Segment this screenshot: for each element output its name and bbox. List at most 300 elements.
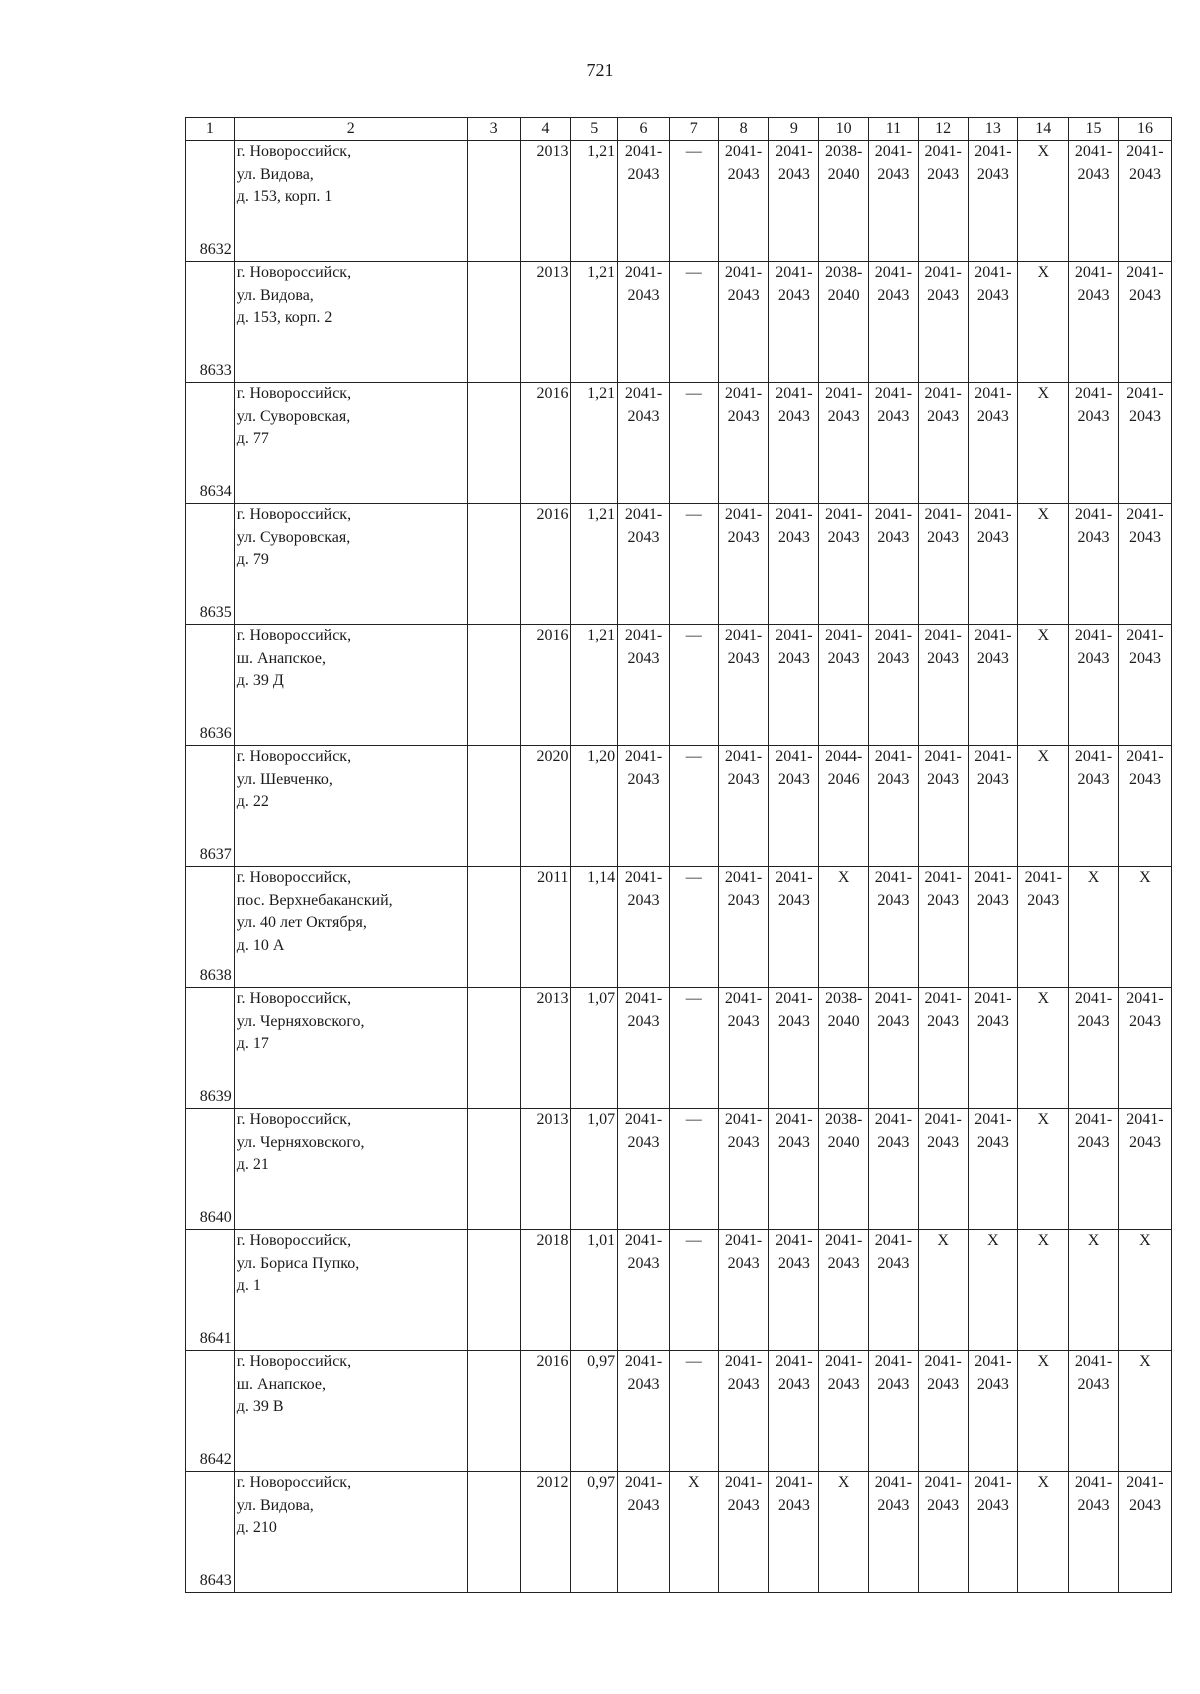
cell-col-14: Х — [1018, 1472, 1069, 1593]
cell-col-9 — [769, 141, 819, 262]
cell-col-14: Х — [1018, 1109, 1069, 1230]
cell-value-line: 2041- — [924, 869, 962, 887]
cell-value-line: 2041- — [874, 1474, 913, 1492]
cell-value-line: 2041- — [1126, 506, 1164, 524]
cell-col-11 — [869, 262, 919, 383]
cell-col-7: — — [669, 504, 718, 625]
cell-value-line: 2043 — [827, 528, 860, 546]
cell-col-15 — [1069, 625, 1119, 746]
cell-value-line: 2043 — [927, 891, 960, 909]
cell-col-6 — [618, 867, 670, 988]
table-row — [186, 141, 1172, 262]
cell-col-7: — — [669, 141, 718, 262]
cell-value-line: 2041- — [1126, 143, 1164, 161]
cell-col-15 — [1069, 1351, 1119, 1472]
cell-value-line: 2043 — [727, 891, 760, 909]
cell-value-line: 2043 — [1128, 407, 1161, 425]
cell-col-6 — [618, 1109, 670, 1230]
cell-value-line: 2041- — [874, 264, 913, 282]
address-line: ул. Суворовская, — [236, 407, 351, 425]
cell-value-line: 2041- — [724, 264, 763, 282]
cell-col-12 — [918, 262, 968, 383]
cell-col-7: — — [669, 262, 718, 383]
cell-value-line: 2043 — [777, 770, 810, 788]
cell-value-line: 2041- — [624, 143, 663, 161]
cell-col-3 — [467, 1472, 520, 1593]
column-header-3: 3 — [467, 118, 520, 141]
address-line: д. 77 — [236, 430, 269, 448]
cell-col-5: 1,20 — [571, 746, 618, 867]
cell-col-5: 0,97 — [571, 1472, 618, 1593]
cell-value-line: 2041- — [724, 1111, 763, 1129]
cell-value-line: 2043 — [627, 1375, 660, 1393]
cell-col-5: 1,01 — [571, 1230, 618, 1351]
address-cell — [234, 1472, 467, 1593]
address-line: ул. Черняховского, — [236, 1133, 365, 1151]
table-row — [186, 1351, 1172, 1472]
cell-col-11 — [869, 1109, 919, 1230]
cell-col-10 — [819, 1230, 869, 1351]
address-line: ул. Суворовская, — [236, 528, 351, 546]
cell-col-12 — [918, 383, 968, 504]
cell-value-line: 2043 — [927, 1375, 960, 1393]
cell-value-line: 2043 — [877, 1254, 910, 1272]
cell-value-line: 2041- — [624, 1474, 663, 1492]
cell-value-line: 2041- — [775, 264, 813, 282]
column-header-9: 9 — [769, 118, 819, 141]
address-line: д. 39 В — [236, 1398, 284, 1416]
column-header-14: 14 — [1018, 118, 1069, 141]
cell-col-4: 2018 — [520, 1230, 571, 1351]
address-cell — [234, 1109, 467, 1230]
cell-value-line: 2043 — [727, 528, 760, 546]
cell-col-16 — [1118, 141, 1171, 262]
cell-value-line: 2041- — [1126, 1111, 1164, 1129]
cell-value-line: 2041- — [775, 990, 813, 1008]
cell-value-line: 2043 — [777, 1496, 810, 1514]
cell-col-15 — [1069, 988, 1119, 1109]
cell-value-line: 2041- — [775, 1232, 813, 1250]
cell-value-line: 2043 — [627, 1254, 660, 1272]
address-cell — [234, 1230, 467, 1351]
cell-col-5: 1,21 — [571, 262, 618, 383]
cell-col-7: — — [669, 1109, 718, 1230]
cell-value-line: 2041- — [974, 385, 1012, 403]
column-header-15: 15 — [1069, 118, 1119, 141]
cell-value-line: 2043 — [976, 770, 1009, 788]
cell-value-line: 2041- — [1126, 990, 1164, 1008]
cell-col-8 — [718, 746, 769, 867]
cell-value-line: 2043 — [927, 770, 960, 788]
cell-col-8 — [718, 141, 769, 262]
cell-col-11 — [869, 746, 919, 867]
column-header-13: 13 — [968, 118, 1018, 141]
address-line: г. Новороссийск, — [236, 1474, 352, 1492]
address-line: д. 39 Д — [236, 672, 284, 690]
cell-col-11 — [869, 1351, 919, 1472]
cell-col-16: Х — [1118, 1351, 1171, 1472]
column-header-4: 4 — [520, 118, 571, 141]
address-line: д. 1 — [236, 1277, 261, 1295]
cell-col-9 — [769, 746, 819, 867]
cell-col-6 — [618, 1230, 670, 1351]
cell-col-10 — [819, 504, 869, 625]
cell-col-10 — [819, 262, 869, 383]
address-cell — [234, 625, 467, 746]
cell-value-line: 2043 — [976, 891, 1009, 909]
address-line: г. Новороссийск, — [236, 627, 352, 645]
cell-value-line: 2043 — [1077, 1133, 1110, 1151]
cell-value-line: 2043 — [1077, 649, 1110, 667]
address-line: ул. Бориса Пупко, — [236, 1254, 360, 1272]
cell-col-10 — [819, 988, 869, 1109]
cell-value-line: 2043 — [1077, 165, 1110, 183]
cell-value-line: 2041- — [624, 506, 663, 524]
row-number-cell: 8641 — [186, 1230, 235, 1351]
cell-value-line: 2043 — [627, 1012, 660, 1030]
column-header-6: 6 — [618, 118, 670, 141]
cell-value-line: 2043 — [727, 286, 760, 304]
cell-col-11 — [869, 625, 919, 746]
cell-value-line: 2043 — [777, 649, 810, 667]
cell-value-line: 2041- — [874, 748, 913, 766]
column-header-2: 2 — [234, 118, 467, 141]
address-line: ш. Анапское, — [236, 1375, 326, 1393]
cell-value-line: 2041- — [624, 1232, 663, 1250]
cell-value-line: 2038- — [824, 990, 863, 1008]
cell-col-13 — [968, 1109, 1018, 1230]
cell-col-10 — [819, 141, 869, 262]
table-row — [186, 1109, 1172, 1230]
cell-value-line: 2043 — [727, 770, 760, 788]
row-number-cell: 8637 — [186, 746, 235, 867]
address-line: г. Новороссийск, — [236, 143, 352, 161]
cell-col-15 — [1069, 1472, 1119, 1593]
column-header-7: 7 — [669, 118, 718, 141]
cell-value-line: 2041- — [924, 627, 962, 645]
cell-col-12 — [918, 1109, 968, 1230]
cell-col-13 — [968, 988, 1018, 1109]
cell-col-14: Х — [1018, 262, 1069, 383]
cell-col-9 — [769, 383, 819, 504]
cell-value-line: 2043 — [1077, 1375, 1110, 1393]
cell-col-10: Х — [819, 1472, 869, 1593]
cell-col-13 — [968, 746, 1018, 867]
cell-col-12 — [918, 1351, 968, 1472]
cell-col-13: Х — [968, 1230, 1018, 1351]
column-header-12: 12 — [918, 118, 968, 141]
cell-value-line: 2043 — [877, 1133, 910, 1151]
table-row — [186, 262, 1172, 383]
table-row — [186, 504, 1172, 625]
cell-value-line: 2043 — [727, 649, 760, 667]
cell-col-11 — [869, 1472, 919, 1593]
cell-col-3 — [467, 1351, 520, 1472]
cell-value-line: 2043 — [1128, 1133, 1161, 1151]
cell-col-6 — [618, 262, 670, 383]
address-cell — [234, 746, 467, 867]
cell-value-line: 2043 — [1077, 407, 1110, 425]
cell-value-line: 2041- — [1074, 1353, 1113, 1371]
address-line: д. 79 — [236, 551, 269, 569]
cell-col-8 — [718, 625, 769, 746]
cell-value-line: 2043 — [627, 528, 660, 546]
cell-col-3 — [467, 504, 520, 625]
cell-col-5: 0,97 — [571, 1351, 618, 1472]
cell-value-line: 2043 — [777, 407, 810, 425]
cell-value-line: 2041- — [724, 385, 763, 403]
address-line: г. Новороссийск, — [236, 1353, 352, 1371]
cell-col-10 — [819, 1109, 869, 1230]
cell-value-line: 2041- — [924, 506, 962, 524]
row-number-cell: 8643 — [186, 1472, 235, 1593]
cell-col-14: Х — [1018, 504, 1069, 625]
cell-col-4: 2013 — [520, 141, 571, 262]
row-number-cell: 8632 — [186, 141, 235, 262]
cell-value-line: 2043 — [927, 528, 960, 546]
column-header-10: 10 — [819, 118, 869, 141]
column-header-8: 8 — [718, 118, 769, 141]
cell-value-line: 2043 — [777, 1012, 810, 1030]
cell-col-14: Х — [1018, 1230, 1069, 1351]
cell-value-line: 2043 — [1128, 770, 1161, 788]
cell-col-3 — [467, 988, 520, 1109]
cell-col-9 — [769, 625, 819, 746]
cell-col-6 — [618, 141, 670, 262]
cell-value-line: 2041- — [724, 627, 763, 645]
address-line: д. 17 — [236, 1035, 269, 1053]
table-body — [186, 141, 1172, 1593]
cell-col-5: 1,21 — [571, 504, 618, 625]
cell-value-line: 2040 — [827, 165, 860, 183]
cell-value-line: 2043 — [1077, 528, 1110, 546]
cell-value-line: 2043 — [827, 649, 860, 667]
cell-col-13 — [968, 625, 1018, 746]
cell-col-4: 2013 — [520, 262, 571, 383]
cell-value-line: 2043 — [976, 528, 1009, 546]
cell-col-4: 2016 — [520, 504, 571, 625]
cell-value-line: 2041- — [824, 1353, 863, 1371]
cell-col-16 — [1118, 383, 1171, 504]
cell-col-16 — [1118, 262, 1171, 383]
row-number-cell: 8633 — [186, 262, 235, 383]
address-line: г. Новороссийск, — [236, 1111, 352, 1129]
cell-value-line: 2043 — [927, 407, 960, 425]
cell-value-line: 2043 — [627, 1133, 660, 1151]
cell-value-line: 2043 — [877, 528, 910, 546]
address-line: ул. Видова, — [236, 1496, 314, 1514]
cell-col-5: 1,07 — [571, 988, 618, 1109]
cell-value-line: 2041- — [624, 869, 663, 887]
cell-col-3 — [467, 746, 520, 867]
address-line: д. 210 — [236, 1519, 277, 1537]
cell-value-line: 2041- — [974, 1353, 1012, 1371]
cell-value-line: 2041- — [624, 748, 663, 766]
cell-value-line: 2043 — [877, 407, 910, 425]
cell-value-line: 2041- — [1074, 990, 1113, 1008]
cell-value-line: 2041- — [724, 506, 763, 524]
cell-col-8 — [718, 1230, 769, 1351]
cell-value-line: 2041- — [1074, 143, 1113, 161]
cell-col-8 — [718, 1472, 769, 1593]
cell-col-9 — [769, 1351, 819, 1472]
cell-value-line: 2043 — [777, 1133, 810, 1151]
cell-value-line: 2041- — [1074, 627, 1113, 645]
cell-value-line: 2041- — [1126, 264, 1164, 282]
cell-col-14: Х — [1018, 746, 1069, 867]
address-line: ул. Видова, — [236, 165, 314, 183]
cell-col-9 — [769, 262, 819, 383]
cell-value-line: 2041- — [874, 143, 913, 161]
address-cell — [234, 1351, 467, 1472]
cell-col-11 — [869, 504, 919, 625]
address-line: г. Новороссийск, — [236, 1232, 352, 1250]
cell-value-line: 2043 — [627, 770, 660, 788]
cell-col-5: 1,21 — [571, 141, 618, 262]
cell-col-4: 2020 — [520, 746, 571, 867]
cell-col-16 — [1118, 1109, 1171, 1230]
cell-value-line: 2043 — [877, 165, 910, 183]
cell-value-line: 2041- — [724, 1353, 763, 1371]
table-header-row — [186, 118, 1172, 141]
cell-value-line: 2043 — [976, 1496, 1009, 1514]
cell-col-13 — [968, 262, 1018, 383]
cell-col-11 — [869, 867, 919, 988]
cell-value-line: 2041- — [874, 1111, 913, 1129]
cell-col-13 — [968, 141, 1018, 262]
cell-col-8 — [718, 262, 769, 383]
cell-col-12 — [918, 1472, 968, 1593]
cell-value-line: 2038- — [824, 264, 863, 282]
address-line: д. 153, корп. 2 — [236, 309, 333, 327]
cell-col-7: — — [669, 867, 718, 988]
cell-value-line: 2043 — [877, 649, 910, 667]
cell-col-12 — [918, 504, 968, 625]
address-line: пос. Верхнебаканский, — [236, 891, 393, 909]
row-number-cell: 8642 — [186, 1351, 235, 1472]
cell-value-line: 2041- — [874, 1232, 913, 1250]
cell-col-8 — [718, 383, 769, 504]
table-row — [186, 1472, 1172, 1593]
cell-value-line: 2041- — [874, 385, 913, 403]
cell-value-line: 2043 — [627, 649, 660, 667]
cell-col-16 — [1118, 1472, 1171, 1593]
cell-value-line: 2041- — [924, 1111, 962, 1129]
cell-col-3 — [467, 1230, 520, 1351]
cell-col-4: 2012 — [520, 1472, 571, 1593]
cell-col-16: Х — [1118, 1230, 1171, 1351]
cell-value-line: 2041- — [924, 990, 962, 1008]
cell-col-6 — [618, 625, 670, 746]
cell-col-3 — [467, 262, 520, 383]
cell-col-3 — [467, 141, 520, 262]
cell-col-14: Х — [1018, 1351, 1069, 1472]
cell-col-5: 1,14 — [571, 867, 618, 988]
cell-value-line: 2041- — [924, 1474, 962, 1492]
cell-value-line: 2043 — [1077, 770, 1110, 788]
cell-value-line: 2041- — [874, 627, 913, 645]
address-line: г. Новороссийск, — [236, 385, 352, 403]
cell-col-14: Х — [1018, 625, 1069, 746]
cell-col-3 — [467, 625, 520, 746]
cell-value-line: 2043 — [877, 770, 910, 788]
cell-col-11 — [869, 1230, 919, 1351]
cell-col-10 — [819, 1351, 869, 1472]
cell-col-9 — [769, 867, 819, 988]
table-row — [186, 867, 1172, 988]
cell-value-line: 2043 — [777, 891, 810, 909]
cell-value-line: 2043 — [1077, 1496, 1110, 1514]
address-line: д. 22 — [236, 793, 269, 811]
cell-col-11 — [869, 383, 919, 504]
cell-col-14: Х — [1018, 141, 1069, 262]
cell-value-line: 2041- — [974, 869, 1012, 887]
cell-col-16 — [1118, 625, 1171, 746]
cell-col-8 — [718, 1109, 769, 1230]
cell-value-line: 2044- — [824, 748, 863, 766]
cell-col-10 — [819, 625, 869, 746]
address-cell — [234, 867, 467, 988]
cell-value-line: 2041- — [1126, 385, 1164, 403]
cell-value-line: 2043 — [777, 286, 810, 304]
cell-col-5: 1,21 — [571, 383, 618, 504]
cell-col-6 — [618, 383, 670, 504]
cell-col-6 — [618, 988, 670, 1109]
cell-value-line: 2043 — [976, 1012, 1009, 1030]
cell-col-9 — [769, 1109, 819, 1230]
cell-col-15 — [1069, 383, 1119, 504]
table-row — [186, 625, 1172, 746]
cell-value-line: 2043 — [727, 407, 760, 425]
cell-col-15 — [1069, 746, 1119, 867]
cell-value-line: 2041- — [1074, 506, 1113, 524]
cell-value-line: 2043 — [1128, 1496, 1161, 1514]
cell-col-10 — [819, 383, 869, 504]
cell-col-11 — [869, 988, 919, 1109]
register-table — [185, 117, 1172, 1593]
cell-value-line: 2043 — [927, 1496, 960, 1514]
cell-value-line: 2041- — [775, 385, 813, 403]
cell-value-line: 2041- — [874, 1353, 913, 1371]
cell-value-line: 2041- — [924, 264, 962, 282]
cell-value-line: 2038- — [824, 143, 863, 161]
cell-value-line: 2040 — [827, 1133, 860, 1151]
cell-col-10: Х — [819, 867, 869, 988]
cell-value-line: 2041- — [974, 990, 1012, 1008]
cell-col-15: Х — [1069, 867, 1119, 988]
cell-value-line: 2043 — [1077, 1012, 1110, 1030]
cell-value-line: 2041- — [974, 143, 1012, 161]
cell-value-line: 2043 — [727, 1133, 760, 1151]
cell-value-line: 2043 — [727, 1496, 760, 1514]
cell-col-4: 2013 — [520, 988, 571, 1109]
cell-col-13 — [968, 1351, 1018, 1472]
column-header-5: 5 — [571, 118, 618, 141]
cell-col-7: — — [669, 1351, 718, 1472]
cell-value-line: 2041- — [1074, 385, 1113, 403]
cell-col-3 — [467, 383, 520, 504]
cell-value-line: 2041- — [1074, 1111, 1113, 1129]
cell-value-line: 2043 — [1027, 891, 1060, 909]
cell-col-7: — — [669, 1230, 718, 1351]
row-number-cell: 8634 — [186, 383, 235, 504]
cell-col-8 — [718, 867, 769, 988]
cell-value-line: 2043 — [877, 286, 910, 304]
cell-col-5: 1,21 — [571, 625, 618, 746]
cell-col-8 — [718, 504, 769, 625]
cell-col-13 — [968, 504, 1018, 625]
cell-value-line: 2041- — [824, 627, 863, 645]
